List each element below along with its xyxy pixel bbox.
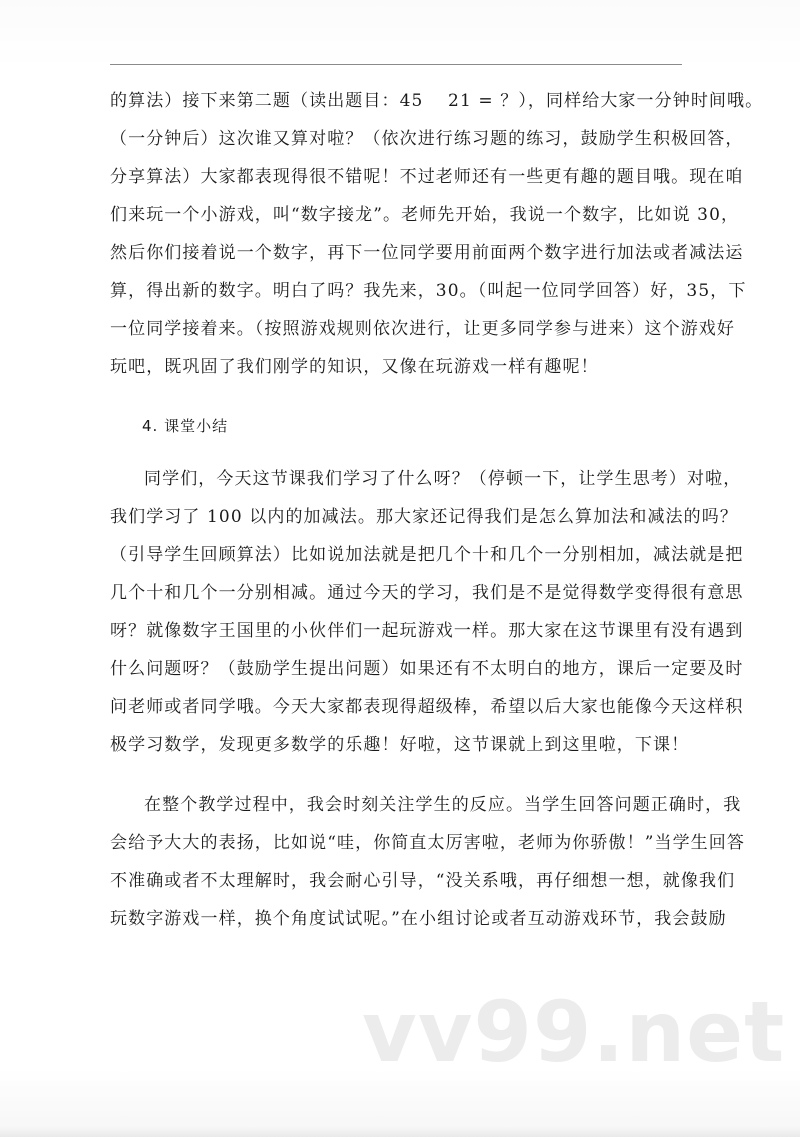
document-body (110, 82, 764, 938)
paragraph-line: 会给予大大的表扬，比如说“哇，你简直太厉害啦，老师为你骄傲！”当学生回答 (110, 833, 745, 853)
paragraph-line: 一位同学接着来。（按照游戏规则依次进行，让更多同学参与进来）这个游戏好 (110, 319, 735, 339)
paragraph-line: 什么问题呀？（鼓励学生提出问题）如果还有不太明白的地方，课后一定要及时 (110, 659, 744, 679)
section-heading: 4. 课堂小结 (142, 417, 229, 435)
paragraph-line: 不准确或者不太理解时，我会耐心引导，“没关系哦，再仔细想一想，就像我们 (110, 871, 736, 891)
paragraph-line: 呀？就像数字王国里的小伙伴们一起玩游戏一样。那大家在这节课里有没有遇到 (110, 621, 744, 641)
watermark-text: vv99.net (362, 983, 786, 1081)
paragraph-game-practice (110, 82, 764, 386)
header-rule (110, 64, 682, 65)
paragraph-line: （引导学生回顾算法）比如说加法就是把几个十和几个一分别相加，减法就是把 (110, 545, 744, 565)
paragraph-line: 同学们，今天这节课我们学习了什么呀？（停顿一下，让学生思考）对啦， (144, 469, 742, 489)
paragraph-line: 极学习数学，发现更多数学的乐趣！好啦，这节课就上到这里啦，下课！ (110, 735, 690, 755)
paragraph-line: 在整个教学过程中，我会时刻关注学生的反应。当学生回答问题正确时，我 (144, 795, 742, 815)
paragraph-line: 算，得出新的数字。明白了吗？我先来，30。（叫起一位同学回答）好，35，下 (110, 281, 747, 301)
paragraph-class-summary (110, 460, 744, 764)
paragraph-line: 问老师或者同学哦。今天大家都表现得超级棒，希望以后大家也能像今天这样积 (110, 697, 744, 717)
paragraph-line: 玩吧，既巩固了我们刚学的知识，又像在玩游戏一样有趣呢！ (110, 357, 599, 377)
paragraph-line: 们来玩一个小游戏，叫“数字接龙”。老师先开始，我说一个数字，比如说 30， (110, 205, 740, 225)
paragraph-line: （一分钟后）这次谁又算对啦？（依次进行练习题的练习，鼓励学生积极回答， (110, 129, 744, 149)
paragraph-line: 几个十和几个一分别相减。通过今天的学习，我们是不是觉得数学变得很有意思 (110, 583, 744, 603)
paragraph-line: 我们学习了 100 以内的加减法。那大家还记得我们是怎么算加法和减法的吗？ (110, 507, 738, 527)
paragraph-line: 的算法）接下来第二题（读出题目：45 21 = ？），同样给大家一分钟时间哦。 (110, 91, 764, 111)
paragraph-line: 然后你们接着说一个数字，再下一位同学要用前面两个数字进行加法或者减法运 (110, 243, 744, 263)
paragraph-line: 分享算法）大家都表现得很不错呢！不过老师还有一些更有趣的题目哦。现在咱 (110, 167, 744, 187)
paragraph-line: 玩数字游戏一样，换个角度试试呢。”在小组讨论或者互动游戏环节，我会鼓励 (110, 909, 727, 929)
paragraph-teaching-reflection (110, 786, 745, 938)
